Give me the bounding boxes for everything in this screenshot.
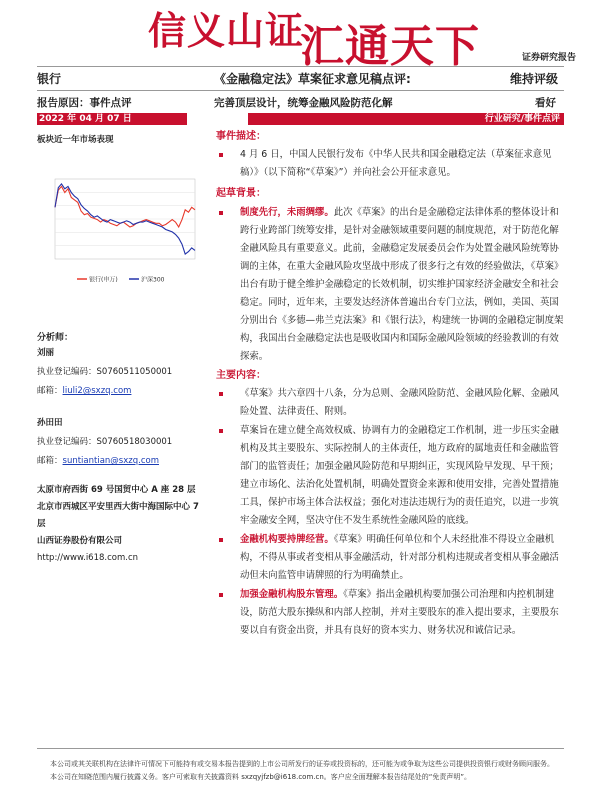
paragraph-content-2 <box>216 422 568 530</box>
brand-slogan-part2: 汇通天下 <box>300 21 480 72</box>
divider <box>37 748 564 749</box>
report-title: 《金融稳定法》草案征求意见稿点评: <box>214 72 411 86</box>
outlook-label: 看好 <box>535 97 556 109</box>
chart-svg <box>37 175 197 293</box>
email-label: 邮箱： <box>37 386 63 396</box>
paragraph-text: 草案旨在建立健全高效权威、协调有力的金融稳定工作机制，进一步压实金融机构及其主要股东、实际控制人的主体责任，地方政府的属地责任和金融监管部门的监管责任；加强金融风险防范和早期纠正，实现风险早发现、早干预；建立市场化、法治化处置机制，明确处置资金来源和使用安排，完善处置措施工具，保护市场主体合法权益；强化对违法违规行为的责任追究，以进一步筑牢金融安全网，坚决守住不发生系统性金融风险的底线。 <box>240 425 559 526</box>
bullet-icon <box>219 429 223 433</box>
cert-value: S0760518030001 <box>96 437 173 447</box>
bullet-icon <box>219 593 223 597</box>
section-heading-content: 主要内容： <box>216 370 266 381</box>
subtitle-row <box>37 95 564 113</box>
rating-label: 维持评级 <box>509 72 558 86</box>
analyst-email <box>37 452 172 471</box>
main-content <box>216 130 568 641</box>
website-link[interactable]: http://www.i618.com.cn <box>37 553 139 563</box>
analyst-block <box>37 414 172 471</box>
report-subtitle: 完善顶层设计，统筹金融风险防范化解 <box>214 97 393 109</box>
title-row <box>37 70 564 90</box>
analyst-cert <box>37 433 172 452</box>
sidebar <box>37 133 197 145</box>
company-info <box>37 482 207 567</box>
divider <box>37 90 564 91</box>
highlight-text: 制度先行，未雨绸缪。 <box>240 207 334 218</box>
analysts-label: 分析师： <box>37 333 74 343</box>
date-category-bar <box>37 113 564 125</box>
legend-label-1: 沪深300 <box>141 276 165 284</box>
report-type-label: 证券研究报告 <box>522 53 577 63</box>
email-label: 邮箱： <box>37 456 63 466</box>
paragraph-event <box>216 146 568 182</box>
section-heading-event: 事件描述： <box>216 131 266 142</box>
paragraph-text: 此次《草案》的出台是金融稳定法律体系的整体设计和跨行业跨部门统筹安排，是针对金融领域重要问题的制度规范，对于防范化解金融风险具有重要意义。此前，金融稳定发展委员会作为处置金融风险统筹协调的主体，在重大金融风险攻坚战中形成了很多行之有效的经验做法，《草案》出台有助于健全维护金融稳定的长效机制，切实维护国家经济金融安全和社会稳定。同时，近年来，主要发达经济体普遍出台专门立法，例如，美国、英国分别出台《多德—弗兰克法案》和《银行法》，构建统一协调的金融稳定制度架构，我国出台金融稳定法也是吸收国内和国际金融风险领域的经验教训的有效探索。 <box>240 207 564 362</box>
paragraph-text: 《草案》明确任何单位和个人未经批准不得设立金融机构，不得从事或者变相从事金融活动，针对部分机构违规或者变相从事金融活动但未向监管申请牌照的行为明确禁止。 <box>240 534 559 581</box>
cert-label: 执业登记编码： <box>37 437 97 447</box>
highlight-text: 加强金融机构股东管理。 <box>240 589 344 600</box>
address-taiyuan: 太原市府西街 69 号国贸中心 A 座 28 层 <box>37 485 196 495</box>
cert-value: S0760511050001 <box>96 367 173 377</box>
paragraph-content-1 <box>216 385 568 421</box>
analyst-cert <box>37 363 172 382</box>
chart-title: 板块近一年市场表现 <box>37 135 114 145</box>
brand-slogan-part1: 信义山证 <box>148 8 305 53</box>
analyst-email <box>37 382 172 401</box>
bullet-icon <box>219 153 223 157</box>
highlight-text: 金融机构要持牌经营。 <box>240 534 334 545</box>
bullet-icon <box>219 538 223 542</box>
market-performance-chart <box>37 175 197 293</box>
legend-label-0: 银行(申万) <box>89 276 118 284</box>
industry-label: 银行 <box>37 72 62 86</box>
company-name: 山西证券股份有限公司 <box>37 536 123 546</box>
report-date: 2022 年 04 月 07 日 <box>37 113 187 125</box>
email-link[interactable]: suntiantian@sxzq.com <box>62 456 159 466</box>
analyst-name: 刘丽 <box>37 348 55 358</box>
report-category: 行业研究/事件点评 <box>248 113 564 125</box>
report-reason: 报告原因：事件点评 <box>37 97 132 109</box>
paragraph-text: 《草案》共六章四十八条，分为总则、金融风险防范、金融风险化解、金融风险处置、法律责任、附则。 <box>240 388 559 417</box>
paragraph-background <box>216 204 568 366</box>
email-link[interactable]: liuli2@sxzq.com <box>62 386 132 396</box>
footer-disclaimer: 本公司或其关联机构在法律许可情况下可能持有或交易本报告提到的上市公司所发行的证券或投资标的，还可能为或争取为这些公司提供投资银行或财务顾问服务。本公司在知晓范围内履行披露义务。客户可索取有关披露资料 sxzqyjfzb@i618.com.cn。客户应全面理解本报告结尾处的“免责声明”。 <box>50 760 554 781</box>
paragraph-content-3 <box>216 531 568 585</box>
section-heading-background: 起草背景： <box>216 188 266 199</box>
analyst-block <box>37 344 172 401</box>
bullet-icon <box>219 392 223 396</box>
divider <box>37 66 564 67</box>
header-banner <box>0 0 600 72</box>
address-beijing: 北京市西城区平安里西大街中海国际中心 7 层 <box>37 502 199 529</box>
paragraph-text: 《草案》指出金融机构要加强公司治理和内控机制建设，防范大股东操纵和内部人控制，并对主要股东的准入提出要求，主要股东要以自有资金出资，并具有良好的资本实力、财务状况和诚信记录。 <box>240 589 559 636</box>
analyst-name: 孙田田 <box>37 418 63 428</box>
cert-label: 执业登记编码： <box>37 367 97 377</box>
paragraph-content-4 <box>216 586 568 640</box>
bullet-icon <box>219 211 223 215</box>
paragraph-text: 4 月 6 日，中国人民银行发布《中华人民共和国金融稳定法（草案征求意见稿）》（以下简称“《草案》”）并向社会公开征求意见。 <box>240 149 552 178</box>
